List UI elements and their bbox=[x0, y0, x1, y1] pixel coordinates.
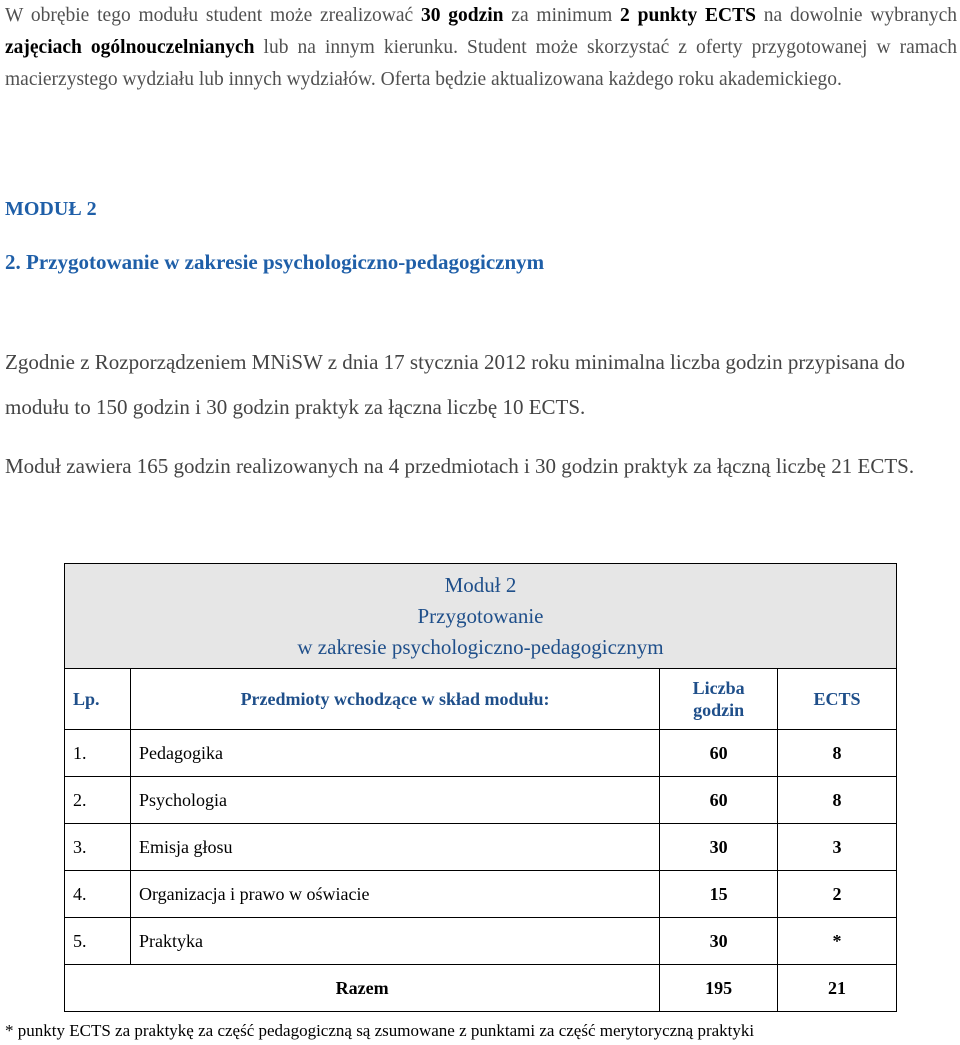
table-row bbox=[65, 730, 897, 777]
header-hours-line-2: godzin bbox=[693, 700, 745, 720]
row-lp: 1. bbox=[65, 730, 131, 777]
row-ects: 8 bbox=[778, 730, 897, 777]
row-lp: 4. bbox=[65, 871, 131, 918]
table-title-line-2: Przygotowanie bbox=[417, 603, 544, 628]
row-ects: 8 bbox=[778, 777, 897, 824]
row-subject: Organizacja i prawo w oświacie bbox=[130, 871, 659, 918]
intro-bold-hours: 30 godzin bbox=[420, 5, 504, 26]
row-subject: Praktyka bbox=[130, 918, 659, 965]
row-subject: Emisja głosu bbox=[130, 824, 659, 871]
modul-heading: MODUŁ 2 bbox=[5, 198, 97, 220]
total-label: Razem bbox=[65, 965, 660, 1012]
row-subject: Psychologia bbox=[130, 777, 659, 824]
table-row bbox=[65, 777, 897, 824]
row-ects: 2 bbox=[778, 871, 897, 918]
row-hours: 15 bbox=[660, 871, 778, 918]
row-ects: 3 bbox=[778, 824, 897, 871]
table-title-row bbox=[65, 564, 897, 669]
table-row bbox=[65, 824, 897, 871]
table-title-line-3: w zakresie psychologiczno-pedagogicznym bbox=[297, 634, 664, 659]
header-subjects: Przedmioty wchodzące w skład modułu: bbox=[130, 669, 659, 730]
row-lp: 3. bbox=[65, 824, 131, 871]
intro-text-3: na dowolnie wybranych bbox=[755, 5, 957, 26]
section-heading: 2. Przygotowanie w zakresie psychologiczno-pedagogicznym bbox=[5, 250, 545, 274]
header-ects: ECTS bbox=[778, 669, 897, 730]
table-row bbox=[65, 871, 897, 918]
row-hours: 30 bbox=[660, 918, 778, 965]
row-lp: 2. bbox=[65, 777, 131, 824]
intro-paragraph bbox=[5, 0, 957, 96]
table-header-row bbox=[65, 669, 897, 730]
row-subject: Pedagogika bbox=[130, 730, 659, 777]
row-ects: * bbox=[778, 918, 897, 965]
row-hours: 60 bbox=[660, 777, 778, 824]
table-title-line-1: Moduł 2 bbox=[444, 572, 517, 597]
intro-text-1: W obrębie tego modułu student może zrealizować bbox=[5, 5, 421, 26]
header-lp: Lp. bbox=[65, 669, 131, 730]
intro-text-4: lub na innym kierunku. Student może skorzystać z oferty przygotowanej w ramach macierzystego wydziału lub innych wydziałów. Oferta będzie aktualizowana każdego roku akademickiego. bbox=[5, 37, 957, 90]
total-hours: 195 bbox=[660, 965, 778, 1012]
intro-bold-ects: 2 punkty ECTS bbox=[620, 5, 756, 26]
module-summary-paragraph: Moduł zawiera 165 godzin realizowanych na 4 przedmiotach i 30 godzin praktyk za łączną liczbę 21 ECTS. bbox=[5, 454, 915, 478]
header-hours-line-1: Liczba bbox=[692, 678, 745, 698]
header-hours bbox=[660, 669, 778, 730]
regulation-paragraph: Zgodnie z Rozporządzeniem MNiSW z dnia 17 stycznia 2012 roku minimalna liczba godzin przypisana do modułu to 150 godzin i 30 godzin praktyk za łączna liczbę 10 ECTS. bbox=[5, 350, 906, 419]
intro-bold-classes: zajęciach ogólnouczelnianych bbox=[5, 37, 255, 58]
total-ects: 21 bbox=[778, 965, 897, 1012]
row-hours: 30 bbox=[660, 824, 778, 871]
table-row bbox=[65, 918, 897, 965]
footnote: * punkty ECTS za praktykę za część pedagogiczną są zsumowane z punktami za część merytoryczną praktyki bbox=[5, 1021, 755, 1040]
table-title bbox=[65, 564, 897, 669]
row-lp: 5. bbox=[65, 918, 131, 965]
row-hours: 60 bbox=[660, 730, 778, 777]
module-table bbox=[64, 563, 897, 1012]
table-total-row bbox=[65, 965, 897, 1012]
intro-text-2: za minimum bbox=[503, 5, 621, 26]
